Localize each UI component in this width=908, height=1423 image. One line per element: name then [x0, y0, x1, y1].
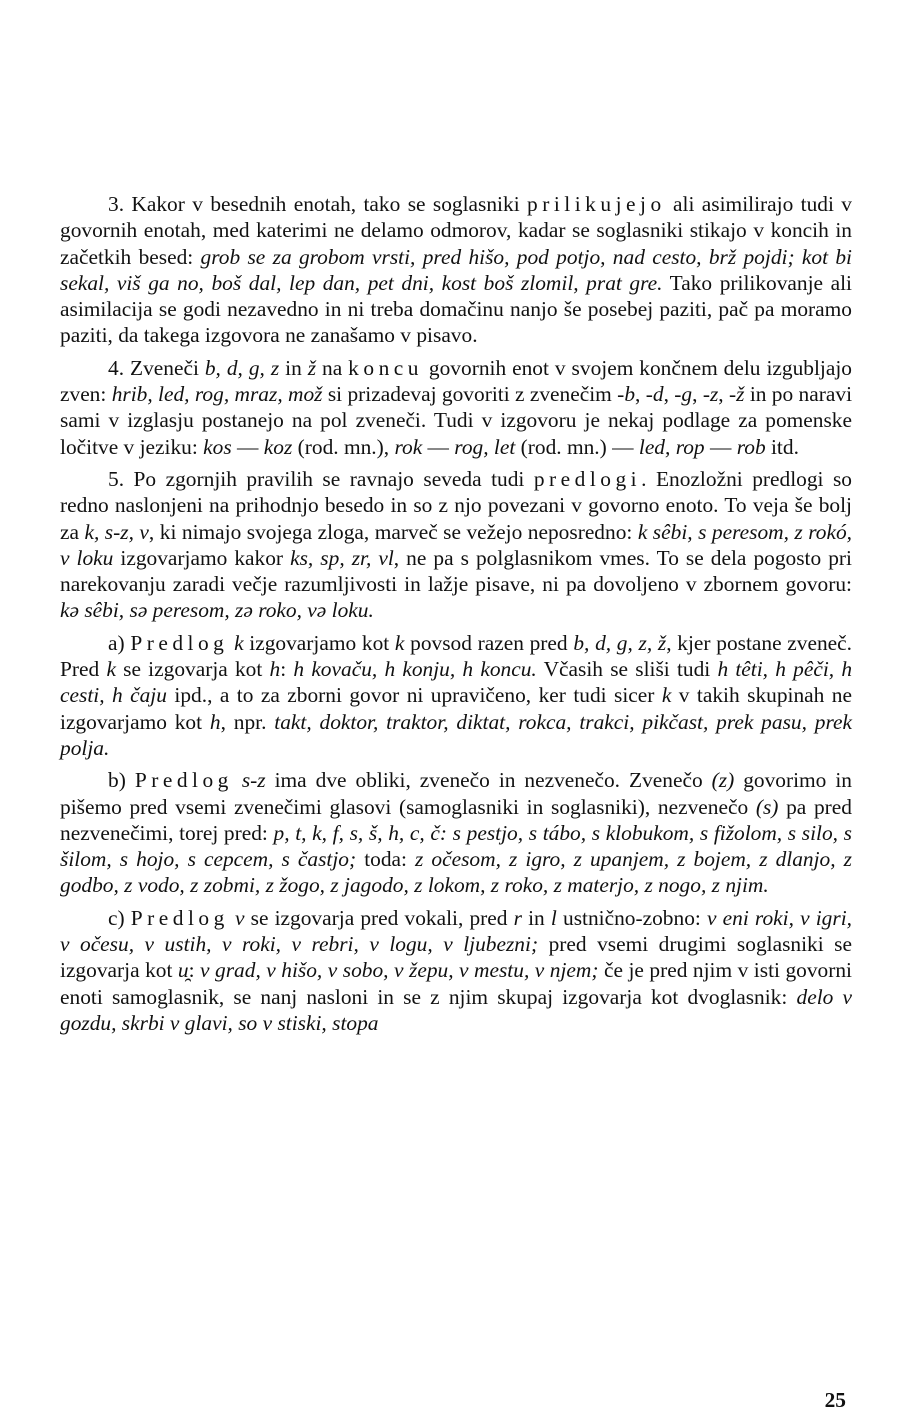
text-run: 4. Zveneči — [108, 355, 205, 380]
example-text: delo v gozdu, skrbi v glavi, so v stiski, stopa — [60, 984, 852, 1035]
text-run: govornih enot v svojem končnem delu izgubljajo zven: — [60, 355, 852, 407]
emphasized-term: prilikujejo — [527, 192, 666, 216]
example-text: g — [681, 382, 693, 407]
example-text: k — [234, 630, 244, 655]
text-run: ustnično-zobno: — [556, 905, 707, 930]
example-text: rob — [736, 434, 766, 459]
paragraph-pc — [60, 905, 852, 1036]
text-run: v takih skupinah ne izgovarjamo kot — [60, 683, 852, 734]
example-text: k — [394, 630, 405, 655]
example-text: b, d, g, z, ž — [573, 630, 667, 655]
text-run: toda: — [356, 847, 416, 872]
example-text: b, d, g, z — [204, 355, 280, 380]
paragraph-p3 — [60, 191, 852, 349]
example-text: ž — [307, 355, 317, 380]
example-text: z očesom, z igro, z upanjem, z bojem, z dlanjo, z godbo, z vodo, z zobmi, z žogo, z jagodo, z lokom, z roko, z materjo, z nogo, z njim. — [60, 847, 852, 898]
text-run: , npr. — [220, 709, 275, 734]
text-run: in — [279, 355, 308, 380]
text-run: , - — [692, 382, 710, 407]
emphasized-term: koncu — [348, 355, 423, 380]
example-text: ž — [736, 382, 745, 407]
example-text: p, t, k, f, s, š, h, c, č: s pestjo, s tábo, s klobukom, s fižolom, s silo, s šilom, s hojo, s cepcem, s častjo; — [60, 820, 852, 872]
emphasized-term: Predlog — [130, 630, 229, 655]
example-text: hrib, led, rog, mraz, mož — [111, 382, 323, 407]
example-text: b — [624, 382, 636, 407]
example-text: grob se za grobom vrsti, pred hišo, pod potjo, nad cesto, brž pojdi; kot bi sekal, viš ga no, boš dal, lep dan, pet dni, kost boš zlomil, prat gre. — [60, 244, 852, 295]
text-run: če je pred njim v isti govorni enoti samoglasnik, se nanj nasloni in se z njim skupaj izgovarja kot dvoglasnik: — [60, 958, 852, 1009]
text-run: . Enozložni predlogi so redno naslonjeni na prihodnjo besedo in so z njo povezani v govorno enoto. To veja še bolj za — [60, 466, 852, 544]
example-text: h kovaču, h konju, h koncu. — [293, 657, 537, 682]
example-text: r — [513, 905, 522, 930]
example-text: k, s-z, v — [84, 519, 149, 544]
text-run: , - — [718, 382, 737, 407]
text-run: c) — [108, 905, 131, 930]
example-text: v — [234, 905, 245, 930]
paragraph-pa — [60, 630, 852, 761]
text-run: (rod. mn.) — — [515, 434, 639, 459]
text-run: in — [521, 905, 551, 930]
paragraph-p4 — [60, 355, 852, 460]
text-run: — — [422, 434, 455, 459]
text-run: — — [231, 434, 264, 459]
example-text: k — [661, 683, 672, 708]
text-run: 3. Kakor v besednih enotah, tako se soglasniki — [108, 192, 528, 216]
page-body — [60, 191, 852, 1042]
text-run: , - — [635, 382, 653, 407]
example-text: h têti, h pêči, h cesti, h čaju — [60, 657, 853, 708]
example-text: k — [106, 657, 116, 682]
text-run: se izgovarja pred vokali, pred — [244, 905, 514, 930]
text-run: govorimo in pišemo pred vsemi zvenečimi glasovi (samoglasniki in soglasniki), nezvenečo — [60, 768, 852, 819]
emphasized-term: predlogi — [533, 466, 642, 491]
text-run: b) — [108, 768, 135, 793]
text-run: , ne pa s polglasnikom vmes. To se dela pogosto pri narekovanju zaradi večje razumljivosti in lažje pisave, ni pa dovoljeno v zbornem govoru: — [60, 545, 852, 597]
example-text: h — [269, 657, 281, 682]
example-text: k sêbi, s peresom, z rokó, v loku — [60, 519, 852, 570]
example-text: u̯ — [177, 958, 189, 983]
example-text: v grad, v hišo, v sobo, v žepu, v mestu, v njem; — [200, 958, 599, 983]
example-text: takt, doktor, traktor, diktat, rokca, trakci, pikčast, prek pasu, prek polja. — [60, 709, 852, 760]
example-text: (z) — [711, 768, 735, 793]
example-text: z — [709, 382, 719, 407]
text-run: , - — [663, 382, 682, 407]
text-run: (rod. mn.), — [292, 434, 395, 459]
text-run: , kjer postane zveneč. Pred — [60, 630, 852, 682]
text-run: — — [704, 434, 737, 459]
text-run: izgovarjamo kakor — [113, 545, 291, 570]
text-run: in po naravi sami v izglasju postanejo na pol zveneči. Tudi v izgovoru je nekaj podlage za pomenske ločitve v jeziku: — [60, 382, 853, 459]
text-run: Tako prilikovanje ali asimilacija se godi nezavedno in ni treba domačinu nanjo še posebej paziti, pač pa moramo paziti, da takega izgovora ne zanašamo v pisavo. — [60, 270, 853, 348]
text-run: si prizadevaj govoriti z zvenečim - — [322, 382, 625, 407]
example-text: kos — [203, 434, 232, 459]
example-text: h — [209, 709, 221, 734]
text-run: pa pred nezvenečimi, torej pred: — [60, 794, 852, 845]
text-run — [233, 768, 242, 792]
text-run: povsod razen pred — [404, 630, 574, 655]
text-run: , ki nimajo svojega zloga, marveč se vežejo neposredno: — [148, 519, 638, 544]
text-run: ima dve obliki, zvenečo in nezvenečo. Zvenečo — [265, 768, 712, 793]
example-text: rok — [394, 434, 423, 459]
paragraph-p5 — [60, 466, 852, 624]
text-run: se izgovarja kot — [115, 657, 270, 682]
text-run: ipd., a to za zborni govor ni upravičeno, ker tudi sicer — [166, 683, 662, 708]
example-text: koz — [263, 434, 293, 459]
text-run: : — [188, 958, 201, 983]
example-text: rog, let — [454, 434, 516, 459]
example-text: v eni roki, v igri, v očesu, v ustih, v roki, v rebri, v logu, v ljubezni; — [60, 905, 852, 957]
example-text: kə sêbi, sə peresom, zə roko, və loku. — [60, 598, 374, 623]
example-text: led, rop — [638, 434, 705, 459]
example-text: l — [550, 905, 557, 930]
example-text: (s) — [755, 794, 779, 819]
example-text: d — [652, 382, 664, 407]
example-text: ks, sp, zr, vl — [290, 545, 394, 570]
text-run: pred vsemi drugimi soglasniki se izgovarja kot — [60, 932, 852, 983]
page-number: 25 — [824, 1388, 846, 1412]
text-run: itd. — [765, 434, 799, 459]
text-run: izgovarjamo kot — [243, 630, 395, 655]
text-run: a) — [108, 630, 131, 655]
text-run: na — [316, 355, 349, 380]
emphasized-term: Predlog — [134, 768, 233, 793]
text-run: 5. Po zgornjih pravilih se ravnajo seveda tudi — [108, 466, 534, 491]
text-run: : — [280, 657, 294, 682]
paragraph-pb — [60, 767, 852, 898]
example-text: s-z — [241, 768, 266, 793]
text-run: ali asimilirajo tudi v govornih enotah, med katerimi ne delamo odmorov, kadar se soglasniki stikajo v koncih in začetkih besed: — [60, 192, 853, 269]
emphasized-term: Predlog — [130, 905, 229, 930]
text-run: Včasih se sliši tudi — [536, 657, 718, 682]
